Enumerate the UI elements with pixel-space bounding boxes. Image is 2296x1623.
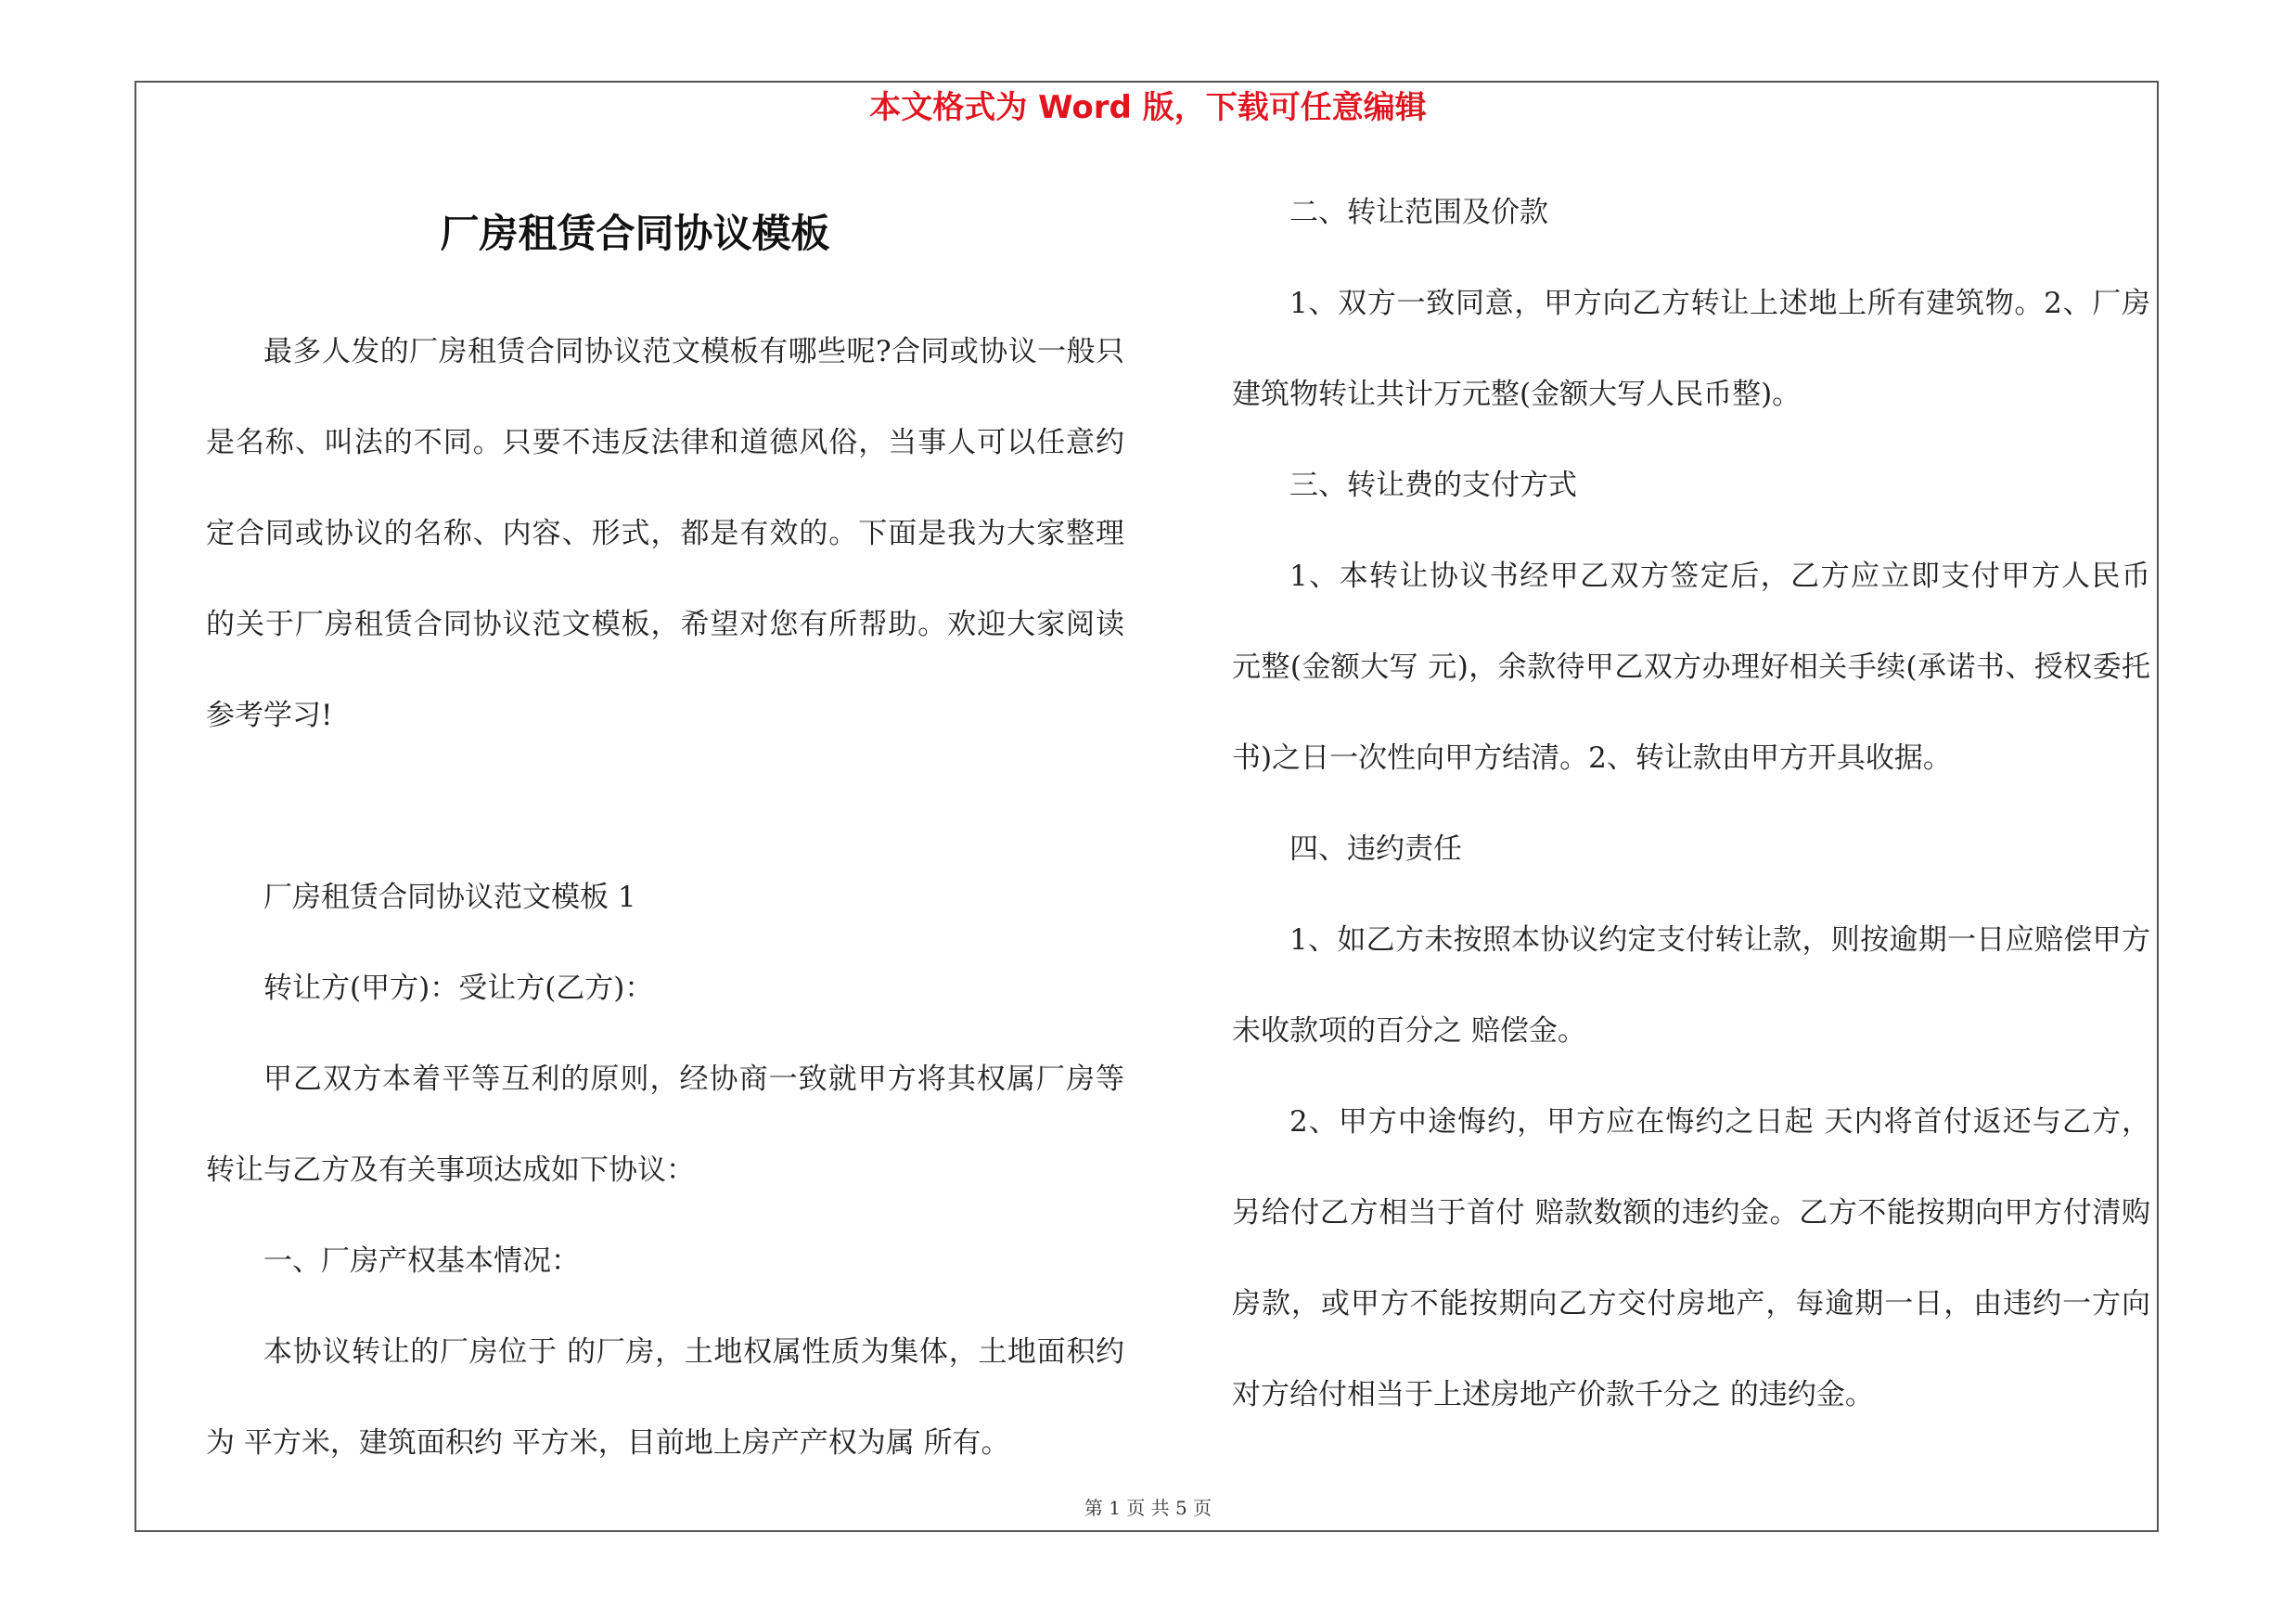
document-title: 厂房租赁合同协议模板 [440, 211, 830, 256]
left-column [206, 306, 1124, 1488]
section-heading-3: 三、转让费的支付方式 [1289, 469, 1577, 502]
intro-paragraph: 最多人发的厂房租赁合同协议范文模板有哪些呢?合同或协议一般只是名称、叫法的不同。只要不违反法律和道德风俗，当事人可以任意约定合同或协议的名称、内容、形式，都是有效的。下面是我为大家整理的关于厂房租赁合同协议范文模板，希望对您有所帮助。欢迎大家阅读参考学习! [206, 335, 1124, 732]
blank-line [206, 761, 1124, 852]
page-number: 第 1 页 共 5 页 [1084, 1497, 1212, 1519]
right-column [1232, 167, 2150, 1440]
transfer-scope-paragraph: 1、双方一致同意，甲方向乙方转让上述地上所有建筑物。2、厂房建筑物转让共计万元整(金额大写人民币整)。 [1232, 287, 2150, 411]
parties-line: 转让方(甲方)：受让方(乙方)： [263, 972, 654, 1005]
section-heading-4: 四、违约责任 [1289, 832, 1462, 866]
template-heading: 厂房租赁合同协议范文模板 1 [263, 881, 636, 914]
section-heading-1: 一、厂房产权基本情况： [263, 1244, 580, 1278]
section-heading-2: 二、转让范围及价款 [1289, 196, 1548, 229]
agreement-paragraph: 甲乙双方本着平等互利的原则，经协商一致就甲方将其权属厂房等转让与乙方及有关事项达成如下协议： [206, 1063, 1124, 1187]
property-paragraph: 本协议转让的厂房位于 的厂房，土地权属性质为集体，土地面积约为 平方米，建筑面积约 平方米，目前地上房产产权为属 所有。 [206, 1335, 1124, 1460]
format-banner: 本文格式为 Word 版，下载可任意编辑 [869, 89, 1427, 126]
payment-paragraph: 1、本转让协议书经甲乙双方签定后，乙方应立即支付甲方人民币 元整(金额大写 元)，余款待甲乙双方办理好相关手续(承诺书、授权委托书)之日一次性向甲方结清。2、转让款由甲方开具收据。 [1232, 560, 2150, 775]
breach-paragraph-2: 2、甲方中途悔约，甲方应在悔约之日起 天内将首付返还与乙方，另给付乙方相当于首付 赔款数额的违约金。乙方不能按期向甲方付清购房款，或甲方不能按期向乙方交付房地产，每逾期一日，由违约一方向对方给付相当于上述房地产价款千分之 的违约金。 [1232, 1105, 2150, 1411]
breach-paragraph-1: 1、如乙方未按照本协议约定支付转让款，则按逾期一日应赔偿甲方未收款项的百分之 赔偿金。 [1232, 923, 2150, 1048]
